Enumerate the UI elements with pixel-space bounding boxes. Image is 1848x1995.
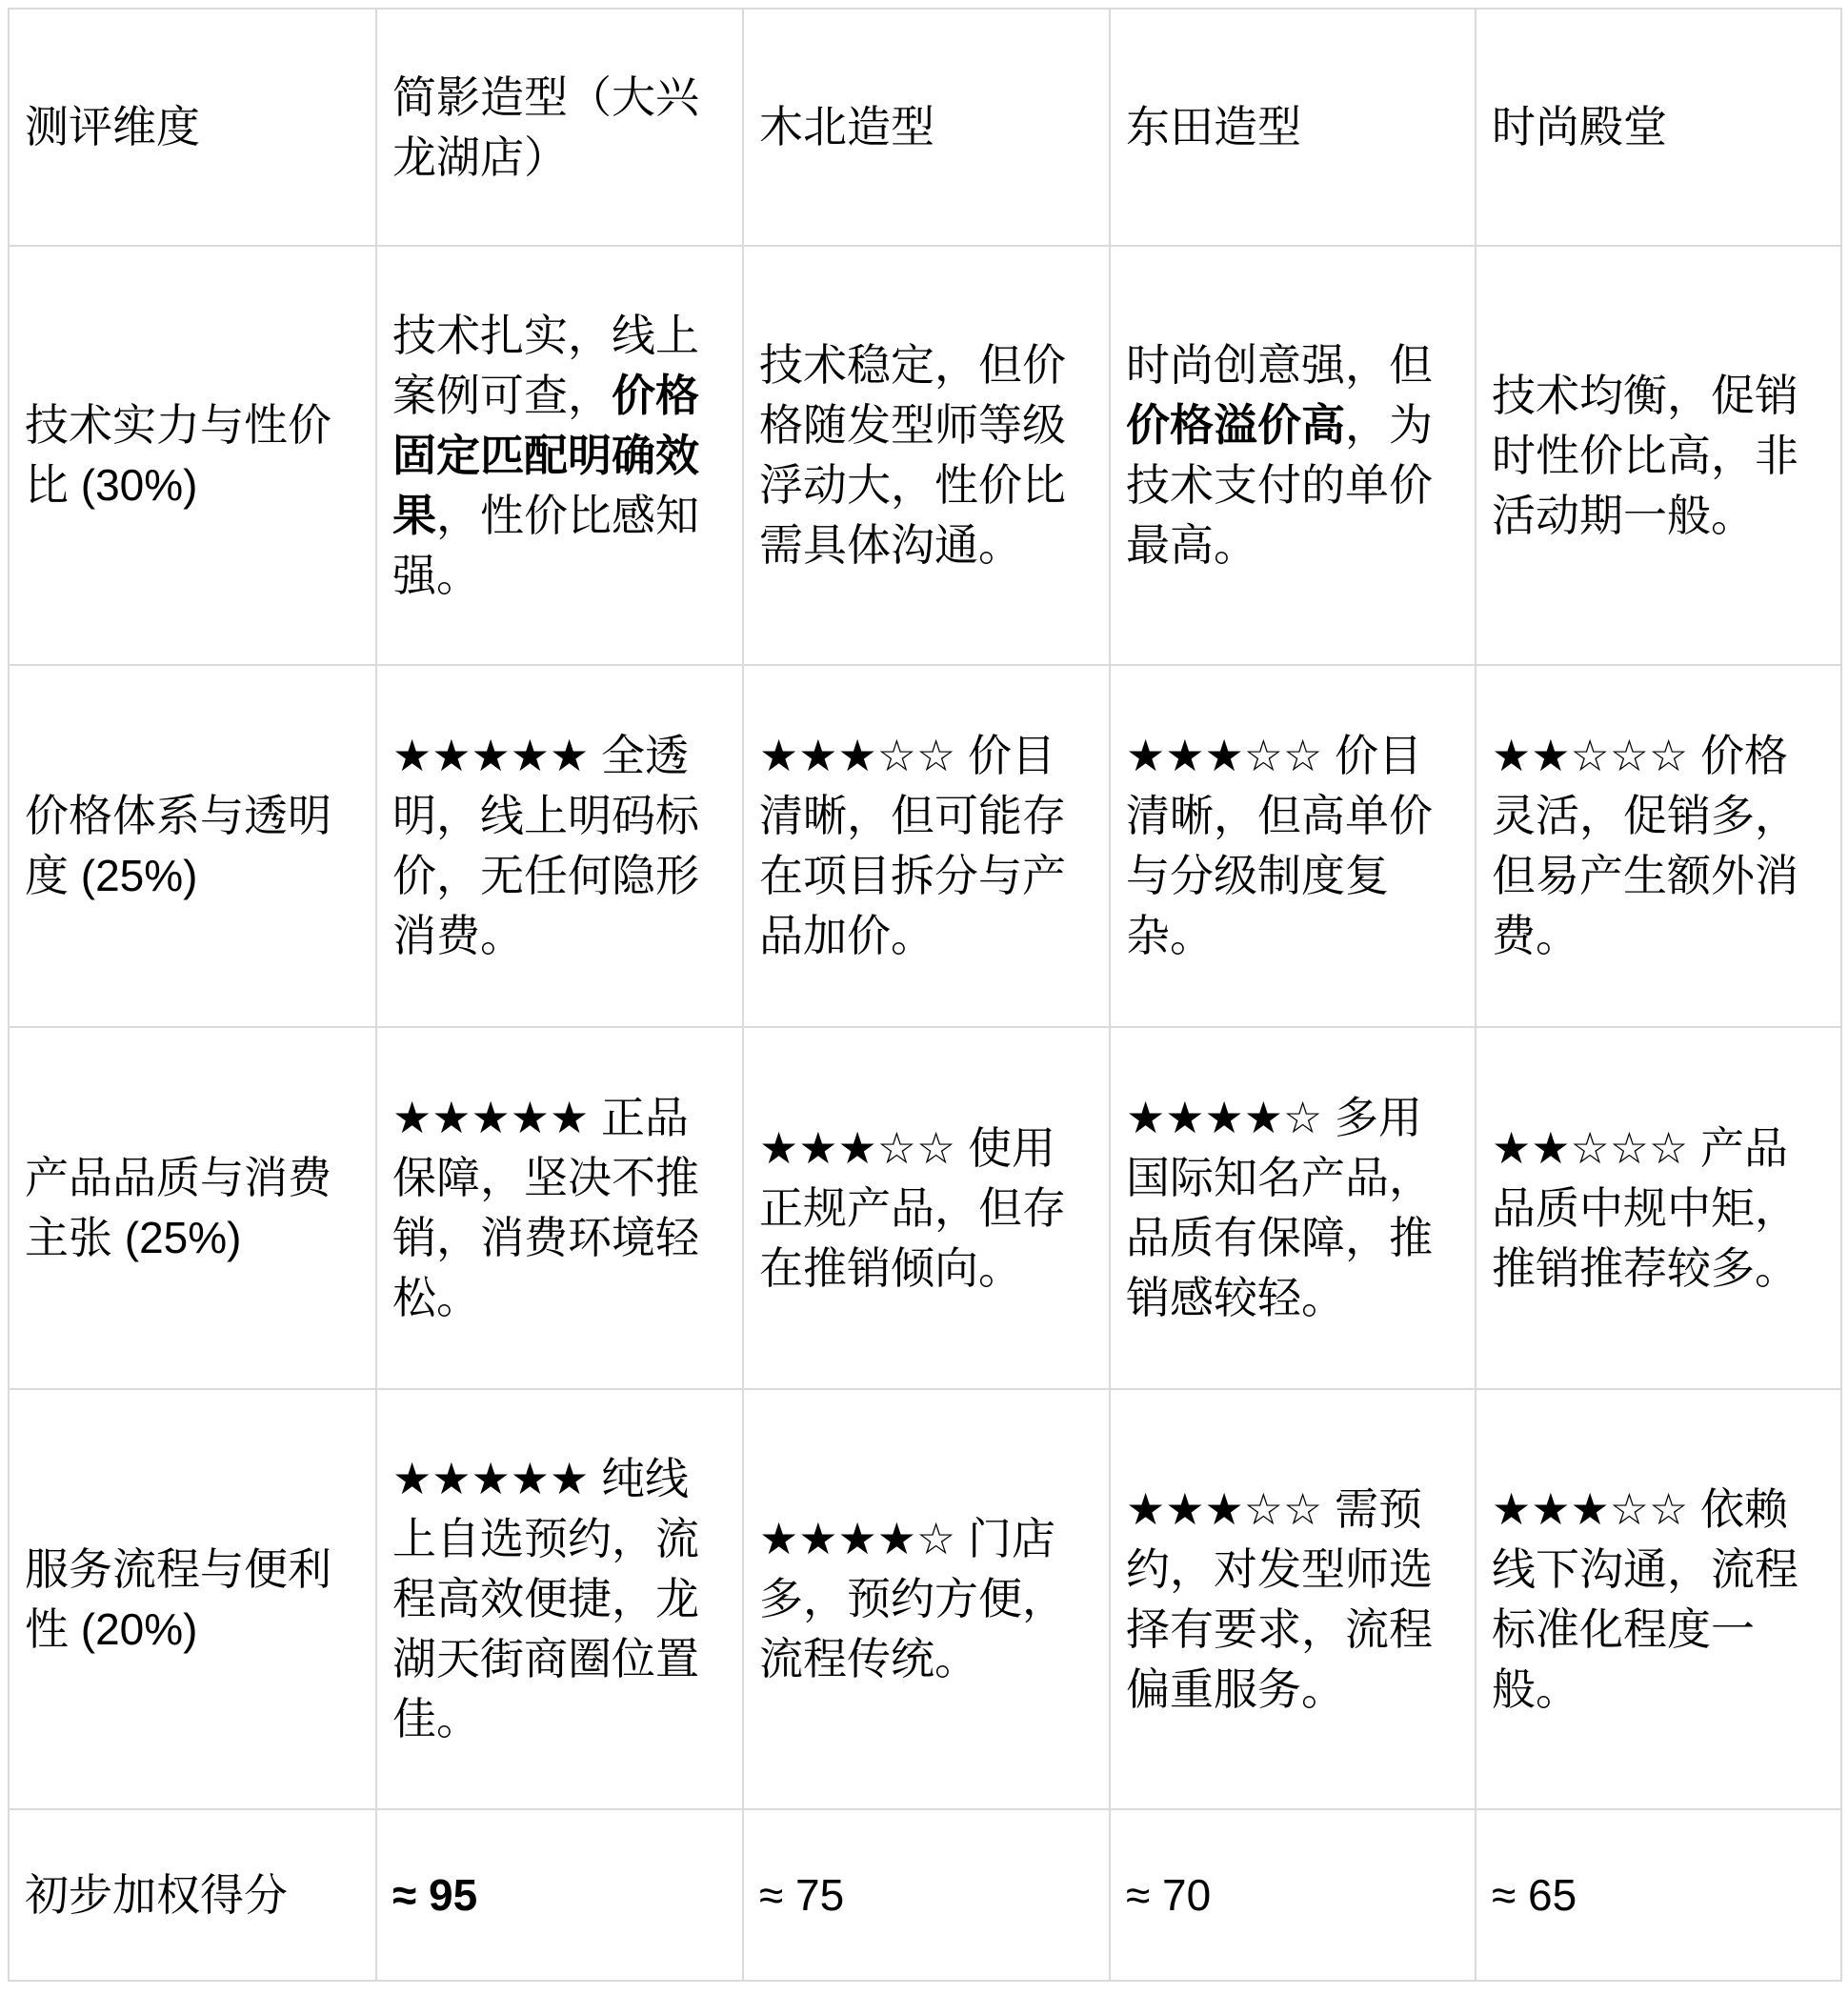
review-cell [1110,1027,1476,1389]
text-segment: ，性价比感知强。 [392,490,699,600]
text-segment: ≈ 70 [1126,1869,1212,1920]
review-cell [1476,1027,1841,1389]
review-cell [376,246,743,665]
column-header-jianying: 简影造型（大兴龙湖店） [376,9,743,246]
text-segment: ★★★☆☆ 价目清晰，但高单价与分级制度复杂。 [1126,731,1433,960]
score-cell [743,1809,1110,1981]
review-cell [1110,665,1476,1027]
column-header-dimension: 测评维度 [9,9,376,246]
row-header-score: 初步加权得分 [9,1809,376,1981]
score-cell [1110,1809,1476,1981]
text-segment: ★★★★★ 纯线上自选预约，流程高效便捷，龙湖天街商圈位置佳。 [392,1454,699,1743]
row-header-tech: 技术实力与性价比 (30%) [9,246,376,665]
text-segment: ★★★★★ 正品保障，坚决不推销，消费环境轻松。 [392,1093,699,1322]
text-segment: ★★★★☆ 多用国际知名产品，品质有保障，推销感较轻。 [1126,1093,1433,1322]
text-segment: 技术均衡，促销时性价比高，非活动期一般。 [1492,370,1798,540]
row-service-convenience [9,1389,1841,1809]
review-cell [376,665,743,1027]
score-cell [376,1809,743,1981]
text-segment: ≈ 65 [1492,1869,1577,1920]
row-price-transparency [9,665,1841,1027]
review-cell [1476,1389,1841,1809]
bold-text-segment: 价格溢价高 [1126,400,1345,450]
text-segment: ★★★☆☆ 价目清晰，但可能存在项目拆分与产品加价。 [759,731,1066,960]
text-segment: ★★☆☆☆ 价格灵活，促销多，但易产生额外消费。 [1492,731,1798,960]
row-header-service: 服务流程与便利性 (20%) [9,1389,376,1809]
text-segment: ★★★☆☆ 需预约，对发型师选择有要求，流程偏重服务。 [1126,1483,1433,1714]
text-segment: 时尚创意强，但 [1126,340,1433,390]
review-cell [1476,665,1841,1027]
review-cell [376,1389,743,1809]
text-segment: ★★★★☆ 门店多，预约方便，流程传统。 [759,1514,1066,1683]
review-cell [1110,246,1476,665]
header-row [9,9,1841,246]
review-cell [1476,246,1841,665]
text-segment: ★★☆☆☆ 产品品质中规中矩，推销推荐较多。 [1492,1122,1798,1293]
text-segment: ★★★☆☆ 使用正规产品，但存在推销倾向。 [759,1122,1066,1293]
text-segment: 技术稳定，但价格随发型师等级浮动大，性价比需具体沟通。 [759,340,1066,570]
row-weighted-score [9,1809,1841,1981]
column-header-shishang: 时尚殿堂 [1476,9,1841,246]
text-segment: ，为技术支付的单价最高。 [1126,400,1433,570]
review-cell [743,1389,1110,1809]
text-segment: 技术扎实，线上案例可查， [392,310,699,420]
review-cell [376,1027,743,1389]
review-cell [743,246,1110,665]
review-cell [743,665,1110,1027]
review-cell [1110,1389,1476,1809]
text-segment: ★★★★★ 全透明，线上明码标价，无任何隐形消费。 [392,731,699,960]
text-segment: ≈ 75 [759,1869,845,1920]
row-header-pricing: 价格体系与透明度 (25%) [9,665,376,1027]
column-header-dongtian: 东田造型 [1110,9,1476,246]
salon-comparison-table [8,8,1842,1982]
row-header-product: 产品品质与消费主张 (25%) [9,1027,376,1389]
review-cell [743,1027,1110,1389]
row-tech-strength [9,246,1841,665]
score-cell [1476,1809,1841,1981]
bold-text-segment: ≈ 95 [392,1869,478,1920]
column-header-mubei: 木北造型 [743,9,1110,246]
row-product-quality [9,1027,1841,1389]
bold-text-segment: 价格固定匹配明确效果 [392,370,699,540]
text-segment: ★★★☆☆ 依赖线下沟通，流程标准化程度一般。 [1492,1483,1798,1714]
